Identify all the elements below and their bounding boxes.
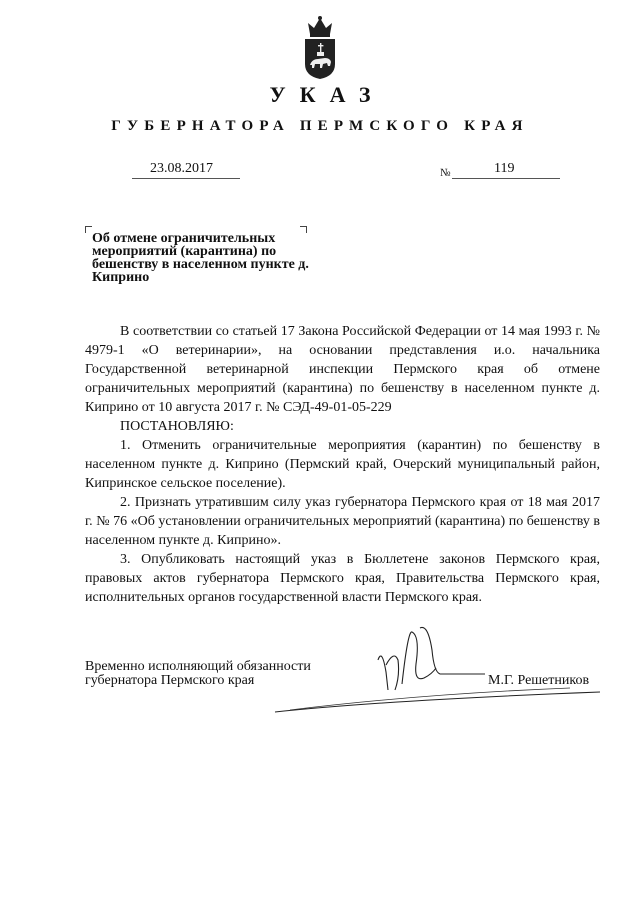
- item-3: 3. Опубликовать настоящий указ в Бюллетене законов Пермского края, правовых актов губернатора Пермского края, Правительства Пермского края, исполнительных органов государственной власти Пермского края.: [85, 552, 600, 605]
- signatory-position: [85, 660, 311, 688]
- document-title: УКАЗ: [269, 82, 385, 107]
- number-underline: [452, 178, 560, 179]
- handwritten-signature: [270, 620, 610, 720]
- order-word: ПОСТАНОВЛЯЮ:: [120, 419, 234, 434]
- coat-of-arms-icon: [303, 14, 337, 80]
- document-body: [85, 322, 600, 607]
- intro-paragraph: В соответствии со статьей 17 Закона Российской Федерации от 14 мая 1993 г. № 4979-1 «О ветеринарии», на основании представления и.о. начальника Государственной ветеринарной инспекции Пермского края об отмене ограничительных мероприятий (карантина) по бешенству в населенном пункте д. Киприно от 10 августа 2017 г. № СЭД-49-01-05-229: [85, 324, 600, 415]
- date-underline: [132, 178, 240, 179]
- item-1: 1. Отменить ограничительные мероприятия (карантин) по бешенству в населенном пункте д. Киприно (Пермский край, Очерский муниципальный район, Кипринское сельское поселение).: [85, 438, 600, 491]
- signatory-name: М.Г. Решетников: [488, 673, 590, 688]
- document-heading: Об отмене ограничительных мероприятий (карантина) по бешенству в населенном пункте д. Киприно: [92, 231, 309, 285]
- item-2: 2. Признать утратившим силу указ губернатора Пермского края от 18 мая 2017 г. № 76 «Об установлении ограничительных мероприятий (карантина) по бешенству в населенном пункте д. Киприно».: [85, 495, 600, 548]
- document-subtitle: ГУБЕРНАТОРА ПЕРМСКОГО КРАЯ: [111, 118, 529, 134]
- heading-corner-left: [85, 226, 92, 233]
- document-number: 119: [494, 161, 515, 176]
- document-date: 23.08.2017: [150, 161, 213, 176]
- position-line-2: губернатора Пермского края: [85, 673, 255, 688]
- number-sign: №: [440, 167, 451, 179]
- position-line-1: Временно исполняющий обязанности: [85, 659, 311, 674]
